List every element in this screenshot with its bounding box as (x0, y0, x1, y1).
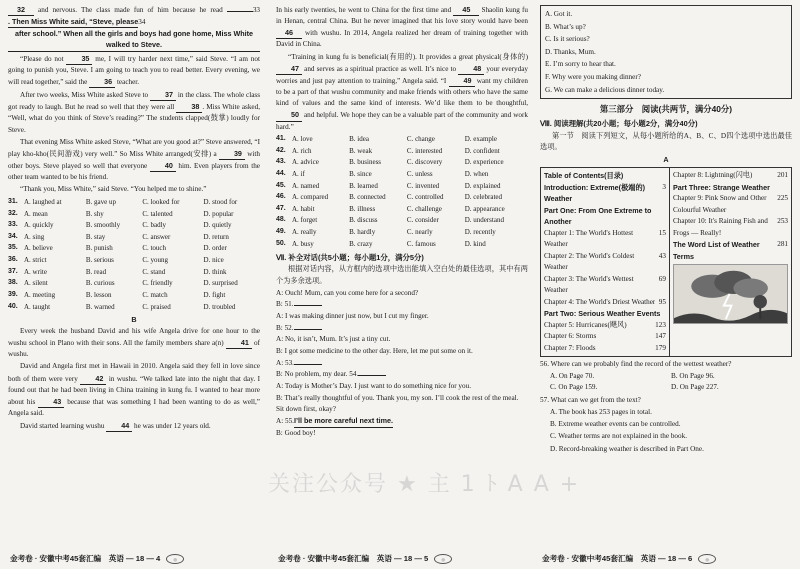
option-row (8, 231, 260, 243)
toc-right-column (670, 167, 792, 357)
option-b: B. smoothly (85, 221, 121, 230)
option-row (8, 266, 260, 278)
dialogue-line: B: That’s really thoughtful of you. Thank you, my son. I’ll cook the rest of the meal. Sit down first, okay? (276, 393, 519, 413)
blank-45: 45 (453, 4, 479, 16)
answer-option: A. On Page 70. (550, 371, 595, 380)
section-8-instructions: 第一节 阅读下列短文，从每小题所给的A、B、C、D四个选项中选出最佳选项。 (540, 131, 792, 151)
option-row (276, 134, 528, 146)
page-footer: 金考卷 · 安徽中考45套汇编 英语 — 18 — 5 ◎ (278, 553, 526, 565)
question-number: 37. (8, 267, 18, 275)
dialogue-line: B: No problem, my dear. 54. (276, 369, 528, 380)
answer-option: C. Weather terms are not explained in the book. (550, 432, 688, 441)
toc-entry: Chapter 1: The World's Hottest Weather 15 (544, 228, 666, 249)
option-c: C. challenge (406, 204, 442, 213)
blank-46: 46 (276, 27, 302, 39)
dialogue-option: C. Is it serious? (545, 35, 590, 44)
option-b: B. warned (85, 302, 115, 311)
option-c: C. touch (142, 244, 167, 253)
toc-entry: Part Two: Serious Weather Events (544, 309, 661, 319)
option-row (8, 278, 260, 290)
toc-entry: Chapter 6: Storms 147 (544, 332, 666, 341)
option-a: A. habit (292, 204, 315, 213)
option-a: A. write (24, 267, 47, 276)
option-d: D. recently (464, 228, 496, 237)
option-b: B. connected (349, 193, 386, 202)
option-d: D. example (464, 135, 497, 144)
toc-entry: Table of Contents(目录) (544, 171, 624, 181)
passage-paragraph: David and Angela first met in Hawaii in 2010. Angela said they fell in love since both of them were very 42 in wushu. “We talked late into the night that day. I found out that he had been living in China training in kung fu. I wanted to hear more about his 43 because that was something I had been wanting to do as well,” Angela said. (8, 362, 261, 417)
option-row (8, 301, 260, 313)
option-a: A. laughed at (24, 197, 62, 206)
option-b: B. since (349, 169, 372, 178)
dialogue-option: G. We can make a delicious dinner today. (545, 85, 665, 94)
section-7-title: Ⅶ. 补全对话(共5小题；每小题1分，满分5分) (276, 252, 424, 262)
option-c: C. famous (406, 239, 436, 248)
dialogue-option: E. I’m sorry to hear that. (545, 60, 616, 69)
blank-37: 37 (150, 89, 176, 101)
option-d: D. explained (464, 181, 501, 190)
option-row (276, 145, 528, 157)
answer-option: A. The book has 253 pages in total. (550, 407, 652, 416)
option-c: C. controlled (406, 193, 444, 202)
dialogue-line: B: 52. (276, 323, 528, 334)
blank-42: 42 (80, 373, 106, 385)
option-b: B. gave up (85, 197, 116, 206)
option-b: B. weak (349, 146, 373, 155)
blank-48: 48 (458, 63, 484, 75)
weather-illustration (673, 264, 788, 324)
option-row (8, 220, 260, 232)
toc-entry: Chapter 7: Floods 179 (544, 343, 666, 352)
logo-icon: ◎ (166, 554, 184, 564)
blank-50: 50 (276, 109, 302, 121)
option-b: B. hardly (349, 228, 376, 237)
option-b: B. read (85, 267, 107, 276)
question-number: 39. (8, 290, 18, 298)
dialogue-line: A: No, it isn’t, Mum. It’s just a tiny cut. (276, 335, 391, 344)
passage-paragraph: In his early twenties, he went to China for the first time and 45 Shaolin kung fu in Henan, central China. But he never imagined that his love story would have been 46 with wushu. In 2014, Angela realized her dream of training together with David in China. (276, 5, 528, 49)
dialogue-line: B: 51. (276, 299, 528, 310)
option-c: C. young (142, 256, 168, 265)
option-b: B. stay (85, 232, 106, 241)
answer-option: C. On Page 159. (550, 382, 598, 391)
blank- (227, 11, 253, 12)
option-a: A. silent (24, 279, 48, 288)
option-c: C. looked for (142, 197, 180, 206)
option-c: C. nearly (406, 228, 433, 237)
option-a: A. really (292, 228, 317, 237)
option-row (276, 238, 528, 250)
dialogue-line: A: Today is Mother’s Day. I just want to do something nice for you. (276, 382, 471, 390)
option-b: B. illness (349, 204, 376, 213)
dialogue-line: B: Good boy! (276, 429, 316, 438)
option-d: D. when (464, 169, 489, 178)
option-b: B. shy (85, 209, 104, 218)
option-row (276, 203, 528, 215)
option-c: C. stand (142, 267, 166, 276)
toc-entry: Chapter 8: Lightning(闪电) 201 (672, 171, 788, 180)
option-a: A. compared (292, 193, 329, 202)
dialogue-line: A: 53. (276, 358, 528, 369)
toc-entry: Part Three: Strange Weather (672, 182, 770, 192)
option-a: A. meeting (24, 290, 56, 299)
option-row (8, 290, 260, 302)
question-stem: 56. Where can we probably find the record of the wettest weather? (540, 360, 732, 369)
table-of-contents (540, 167, 792, 357)
options-table-31-40 (8, 197, 260, 313)
option-a: A. if (292, 169, 305, 178)
passage-paragraph: Every week the husband David and his wife Angela drive for one hour to the wushu school in Plano with their sons. All the family members share a(n) 41 of wushu. (8, 326, 260, 359)
option-b: B. crazy (349, 239, 373, 248)
option-d: D. surprised (203, 279, 238, 288)
option-a: A. believe (24, 244, 53, 253)
option-d: D. return (203, 232, 229, 241)
blank-32: 32 (8, 4, 34, 16)
option-d: D. confident (464, 146, 500, 155)
option-b: B. idea (349, 135, 369, 144)
option-d: D. understand (464, 216, 504, 225)
dialogue (276, 288, 528, 440)
blank-40: 40 (150, 160, 176, 172)
option-d: D. order (203, 244, 227, 253)
logo-icon: ◎ (698, 554, 716, 564)
option-d: D. celebrated (464, 193, 502, 202)
passage-paragraph: “Training in kung fu is beneficial(有用的). It provides a great physical(身体的) 47 and serves as a spiritual practice as well. It’s nice to 48 your everyday worries and just pay attention to training,” Angela said. “I 49 want my children to be a part of that wushu community and make friends with others who have the same kind of values and the same kind of interests. We’d like them to be thoughtful, 50 and helpful. We hope they can be a valuable part of the community and work hard.” (276, 52, 529, 131)
passage-paragraph: David started learning wushu 44 he was under 12 years old. (8, 420, 260, 432)
option-a: A. named (292, 181, 320, 190)
option-c: C. change (406, 135, 435, 144)
page-footer: 金考卷 · 安徽中考45套汇编 英语 — 18 — 6 ◎ (542, 553, 790, 565)
toc-entry: Introduction: Extreme(极端的) Weather 3 (544, 182, 666, 204)
question-number: 43. (276, 158, 286, 166)
toc-entry: The Word List of Weather Terms 281 (672, 240, 788, 261)
answer-option: D. On Page 227. (671, 382, 719, 391)
blank- after school.” When all the girls and boys had gone home, Miss White walked to Steve.: after school.” When all the girls and boys had gone home, Miss White walked to Steve. (8, 28, 260, 51)
dialogue-blank (294, 364, 322, 365)
option-c: C. badly (142, 221, 167, 230)
question-number: 42. (276, 146, 286, 154)
dialogue-line: A: 55.I’ll be more careful next time. (276, 415, 528, 427)
blank-36: 36 (89, 76, 115, 88)
option-a: A. quickly (24, 221, 54, 230)
option-d: D. quietly (203, 221, 232, 230)
toc-entry: Chapter 9: Pink Snow and Other Colourful Weather 225 (672, 194, 788, 214)
option-c: C. friendly (142, 279, 173, 288)
question-number: 31. (8, 197, 18, 205)
watermark: 关注公众号 ★ 主 1 ﾄ A A + (268, 472, 581, 497)
option-b: B. learned (349, 181, 378, 190)
passage-paragraph: “Please do not 35 me, I will try harder next time,” said Steve. “I am not going to punish you, Steve. I am going to teach you to read better. Every evening, we will read together,” said the 36 teacher. (8, 53, 260, 88)
option-row (8, 208, 260, 220)
dialogue-blank (294, 305, 322, 306)
blank-47: 47 (276, 63, 302, 75)
option-a: A. taught (24, 302, 51, 311)
option-row (276, 192, 528, 204)
option-d: D. kind (464, 239, 486, 248)
options-table-41-50 (276, 134, 528, 250)
option-a: A. love (292, 135, 313, 144)
option-row (276, 169, 528, 181)
option-row (276, 180, 528, 192)
section-b-label: B (131, 314, 137, 324)
option-d: D. stood for (203, 197, 238, 206)
question-number: 32. (8, 209, 18, 217)
option-row (8, 197, 260, 209)
option-d: D. think (203, 267, 227, 276)
cloud-lightning-icon (674, 265, 787, 323)
question-number: 44. (276, 169, 286, 177)
option-a: A. forget (292, 216, 318, 225)
blank-41: 41 (226, 337, 252, 349)
option-row (276, 227, 528, 239)
dialogue-option: A. Got it. (545, 10, 573, 18)
option-a: A. advice (292, 158, 319, 167)
option-d: D. troubled (203, 302, 236, 311)
blank-38: 38 (176, 101, 202, 113)
section-a-label: A (663, 154, 669, 164)
option-d: D. nice (203, 256, 224, 265)
question-number: 38. (8, 279, 18, 287)
question-number: 34. (8, 232, 18, 240)
option-d: D. appearance (464, 204, 505, 213)
option-c: C. praised (142, 302, 171, 311)
option-c: C. unless (406, 169, 433, 178)
option-b: B. punish (85, 244, 113, 253)
part-3-title: 第三部分 阅读(共两节，满分40分) (599, 104, 733, 115)
option-row (276, 215, 528, 227)
question-stem: 57. What can we get from the text? (540, 395, 641, 404)
toc-entry: Chapter 4: The World's Driest Weather 95 (544, 297, 666, 306)
question-number: 41. (276, 135, 286, 143)
option-c: C. interested (406, 146, 443, 155)
option-b: B. serious (85, 256, 114, 265)
answer-option: D. Record-breaking weather is described in Part One. (550, 444, 704, 453)
question-number: 35. (8, 244, 18, 252)
toc-entry: Chapter 10: It's Raining Fish and Frogs — Really! 253 (672, 217, 788, 237)
passage-paragraph: “Thank you, Miss White,” said Steve. “You helped me to shine.” (20, 185, 207, 194)
option-c: C. discovery (406, 158, 443, 167)
option-c: C. invented (406, 181, 440, 190)
option-c: C. consider (406, 216, 439, 225)
dialogue-options-box (540, 5, 792, 99)
option-a: A. rich (292, 146, 312, 155)
logo-icon: ◎ (434, 554, 452, 564)
blank-49: 49 (449, 75, 475, 87)
question-56 (540, 359, 792, 392)
option-d: D. fight (203, 290, 226, 299)
blank-44: 44 (106, 420, 132, 432)
page-footer: 金考卷 · 安徽中考45套汇编 英语 — 18 — 4 ◎ (10, 553, 258, 565)
passage-paragraph: After two weeks, Miss White asked Steve to 37 in the class. The whole class got ready to laugh. But he read so well that they were all 38 . Miss White asked, “Well, what do you think of Steve’s reading?” The students clapped(鼓掌) loudly for Steve. (8, 90, 261, 134)
blank-35: 35 (66, 53, 92, 65)
option-b: B. curious (85, 279, 115, 288)
blank-39: 39 (219, 148, 245, 160)
dialogue-line: A: Ouch! Mum, can you come here for a second? (276, 288, 419, 297)
dialogue-blank: I’ll be more careful next time. (294, 415, 393, 427)
question-number: 48. (276, 216, 286, 224)
option-row (8, 243, 260, 255)
question-number: 45. (276, 181, 286, 189)
page-column-left (0, 0, 266, 569)
option-b: B. lesson (85, 290, 112, 299)
answer-option: B. Extreme weather events can be controlled. (550, 420, 681, 429)
dialogue-option: D. Thanks, Mum. (545, 47, 596, 56)
question-number: 40. (8, 302, 18, 310)
dialogue-line: A: I was making dinner just now, but I cut my finger. (276, 312, 429, 321)
question-number: 49. (276, 228, 286, 236)
option-a: A. mean (24, 209, 48, 218)
question-number: 36. (8, 256, 18, 264)
option-c: C. match (142, 290, 168, 299)
question-57 (540, 395, 792, 455)
passage-paragraph: 32 and nervous. The class made fun of him because he read 33. Then Miss White said, “Steve, please34after school.” When all the girls and boys had gone home, Miss White walked to Steve. (8, 4, 260, 52)
toc-entry: Chapter 2: The World's Coldest Weather 43 (544, 251, 666, 272)
option-d: D. experience (464, 158, 504, 167)
dialogue-blank (358, 375, 386, 376)
section-8-title: Ⅷ. 阅读理解(共20小题；每小题2分，满分40分) (540, 119, 698, 129)
dialogue-blank (294, 329, 322, 330)
question-number: 50. (276, 239, 286, 247)
option-a: A. sing (24, 232, 45, 241)
option-b: B. business (349, 158, 382, 167)
toc-left-column (540, 167, 670, 357)
option-row (8, 255, 260, 267)
option-b: B. discuss (349, 216, 378, 225)
option-a: A. busy (292, 239, 314, 248)
passage-paragraph: That evening Miss White asked Steve, “What are you good at?” Steve answered, “I play kho-kho(民间游戏) very well.” So Miss White arranged(安排) a 39 with other boys. Steve played so well that everyone 40 him. Even players from the other team wanted to be his friend. (8, 137, 260, 182)
question-number: 33. (8, 221, 18, 229)
question-number: 47. (276, 204, 286, 212)
dialogue-line: B: I got some medicine to the other day. Here, let me put some on it. (276, 347, 473, 356)
option-row (276, 157, 528, 169)
section-7-instructions: 根据对话内容，从方框内的选项中选出能填入空白处的最佳选项，其中有两个为多余选项。 (276, 265, 528, 285)
dialogue-option: B. What’s up? (545, 22, 586, 31)
toc-entry: Chapter 3: The World's Wettest Weather 69 (544, 274, 666, 295)
toc-entry: Part One: From One Extreme to Another (544, 205, 652, 227)
blank-43: 43 (38, 396, 64, 408)
option-c: C. talented (142, 209, 173, 218)
option-d: D. popular (203, 209, 234, 218)
dialogue-option: F. Why were you making dinner? (545, 72, 641, 81)
question-number: 46. (276, 193, 286, 201)
blank-. Then Miss White said, “Steve, please: . Then Miss White said, “Steve, please (8, 16, 138, 28)
option-a: A. strict (24, 256, 47, 265)
toc-entry: Chapter 5: Hurricanes(飓风) 123 (544, 320, 666, 329)
answer-option: B. On Page 96. (671, 371, 715, 380)
option-c: C. answer (142, 232, 171, 241)
